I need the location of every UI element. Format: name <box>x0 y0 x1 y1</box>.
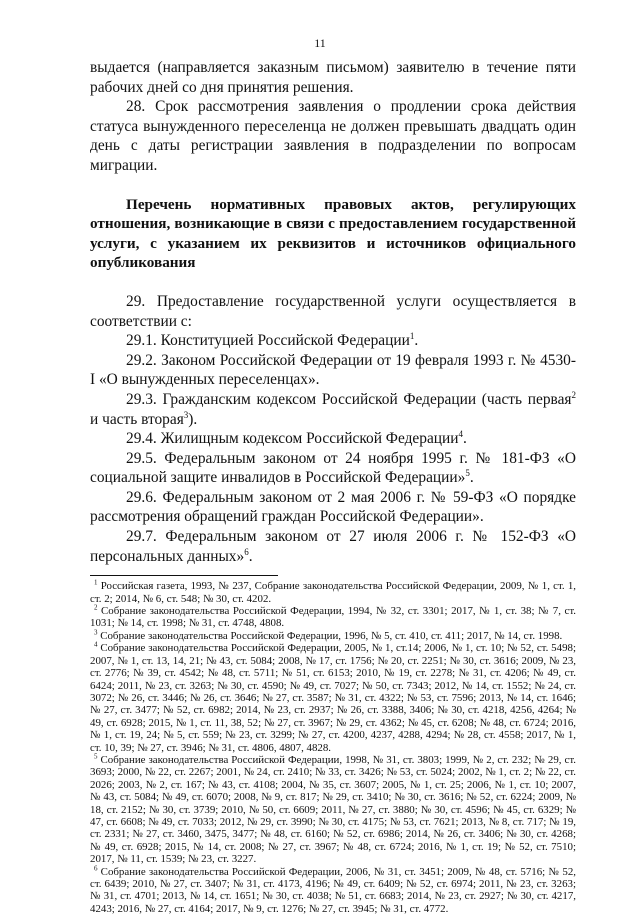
footnote-3 <box>90 630 576 642</box>
paragraph-29-4 <box>90 429 576 449</box>
footnote-1 <box>90 580 576 605</box>
paragraph-29-4-text: 29.4. Жилищным кодексом Российской Федерации <box>126 430 459 448</box>
footnote-5 <box>90 754 576 866</box>
footnote-mark: 1 <box>94 578 98 587</box>
paragraph-29-5-text: 29.5. Федеральным законом от 24 ноября 1995 г. № 181-ФЗ «О социальной защите инвалидов в Российской Федерации» <box>90 449 576 487</box>
footnote-text: Российская газета, 1993, № 237, Собрание законодательства Российской Федерации, 2009, № 1, ст. 1, ст. 2; 2014, № 6, ст. 548; № 30, ст. 4202. <box>90 580 576 605</box>
footnote-4 <box>90 642 576 754</box>
footnote-text: Собрание законодательства Российской Федерации, 2005, № 1, ст.14; 2006, № 1, ст. 10; № 52, ст. 5498; 2007, № 1, ст. 13, 14, 21; № 43, ст. 5084; 2008, № 17, ст. 1756; № 20, ст. 2251; № 30, ст. 3616; 2009, № 23, ст. 2776; № 39, ст. 4542; № 48, ст. 5711; № 51, ст. 6153; 2010, № 19, ст. 2278; № 31, ст. 4206; № 49, ст. 6424; 2011, № 23, ст. 3263; № 30, ст. 4590; № 49, ст. 7027; № 50, ст. 7343; 2012, № 14, ст. 1552; № 24, ст. 3072; № 26, ст. 3446; № 26, ст. 3646; № 27, ст. 3587; № 31, ст. 4322; № 53, ст. 7596; 2013, № 14, ст. 1646; № 27, ст. 3477; № 52, ст. 6982; 2014, № 23, ст. 2937; № 26, ст. 3388, 3406; № 30, ст. 4218, 4256, 4264; № 49, ст. 6928; 2015, № 1, ст. 11, 38, 52; № 27, ст. 3967; № 29, ст. 4362; № 45, ст. 6208; № 48, ст. 6724; 2016, № 1, ст. 19, 24; № 5, ст. 559; № 23, ст. 3299; № 27, ст. 4200, 4237, 4288, 4294; № 28, ст. 4558; 2017, № 1, ст. 10, 39; № 27, ст. 3946; № 31, ст. 4806, 4807, 4828. <box>90 642 576 754</box>
punctuation: . <box>248 547 253 565</box>
footnotes <box>90 580 576 915</box>
footnote-ref-2[interactable]: 2 <box>571 389 576 400</box>
paragraph-29-7-text: 29.7. Федеральным законом от 27 июля 2006 г. № 152-ФЗ «О персональных данных» <box>90 528 576 565</box>
document-body <box>90 58 576 915</box>
footnote-ref-6[interactable]: 6 <box>244 546 249 557</box>
footnote-text: Собрание законодательства Российской Федерации, 1994, № 32, ст. 3301; 2017, № 1, ст. 38; № 7, ст. 1031; № 14, ст. 1998; № 31, ст. 4748, 4808. <box>90 605 576 630</box>
punctuation: . <box>414 332 419 350</box>
section-heading: Перечень нормативных правовых актов, регулирующих отношения, возникающие в связи с предоставлением государственной услуги, с указанием их реквизитов и источников официального опубликования <box>90 195 576 272</box>
paragraph-29-3-text-a: 29.3. Гражданским кодексом Российской Федерации (часть первая <box>126 390 572 408</box>
paragraph-continuation: выдается (направляется заказным письмом) заявителю в течение пяти рабочих дней со дня принятия решения. <box>90 59 576 96</box>
footnote-mark: 6 <box>94 863 98 872</box>
page-number: 11 <box>314 36 326 50</box>
paragraph-28: 28. Срок рассмотрения заявления о продлении срока действия статуса вынужденного переселенца не должен превышать двадцать один день с даты регистрации заявления в подразделении по вопросам миграции. <box>90 98 576 174</box>
paragraph-29-5 <box>90 449 576 488</box>
footnote-text: Собрание законодательства Российской Федерации, 2006, № 31, ст. 3451; 2009, № 48, ст. 5716; № 52, ст. 6439; 2010, № 27, ст. 3407; № 31, ст. 4173, 4196; № 49, ст. 6409; № 52, ст. 6974; 2011, № 23, ст. 3263; № 31, ст. 4701; 2013, № 14, ст. 1651; № 30, ст. 4038; № 51, ст. 6683; 2014, № 23, ст. 2927; № 30, ст. 4217, 4243; 2016, № 27, ст. 4164; 2017, № 9, ст. 1276; № 27, ст. 3945; № 31, ст. 4772. <box>90 865 576 915</box>
paragraph-29-1-text: 29.1. Конституцией Российской Федерации <box>126 332 410 350</box>
footnote-divider <box>90 575 278 576</box>
punctuation: . <box>469 469 474 487</box>
punctuation: . <box>463 430 467 448</box>
paragraph-29-6: 29.6. Федеральным законом от 2 мая 2006 г. № 59-ФЗ «О порядке рассмотрения обращений граждан Российской Федерации». <box>90 488 576 526</box>
footnote-ref-1[interactable]: 1 <box>409 331 415 341</box>
footnote-6 <box>90 863 576 915</box>
paragraph-29-3 <box>90 390 576 429</box>
paragraph-29-3-text-b: и часть вторая <box>90 410 184 428</box>
paragraph-29-1 <box>90 331 576 351</box>
footnote-2 <box>90 605 576 630</box>
paragraph-29-2: 29.2. Законом Российской Федерации от 19 февраля 1993 г. № 4530-I «О вынужденных переселенцах». <box>90 351 576 389</box>
footnote-mark: 2 <box>94 603 98 612</box>
footnote-mark: 5 <box>94 752 98 761</box>
paragraph-29-7 <box>90 527 576 566</box>
footnote-ref-5[interactable]: 5 <box>465 468 470 479</box>
footnote-ref-4[interactable]: 4 <box>458 428 463 439</box>
paragraph-29: 29. Предоставление государственной услуги осуществляется в соответствии с: <box>90 292 576 330</box>
footnote-mark: 3 <box>94 628 98 637</box>
footnote-ref-3[interactable]: 3 <box>183 409 189 420</box>
footnote-text: Собрание законодательства Российской Федерации, 1996, № 5, ст. 410, ст. 411; 2017, № 14, ст. 1998. <box>97 629 563 642</box>
footnote-mark: 4 <box>94 640 98 649</box>
paragraph-29-3-text-c: ). <box>188 410 198 428</box>
footnote-text: Собрание законодательства Российской Федерации, 1998, № 31, ст. 3803; 1999, № 2, ст. 232; № 29, ст. 3693; 2000, № 22, ст. 2267; 2001, № 24, ст. 2410; № 33, ст. 3426; № 53, ст. 5024; 2002, № 1, ст. 2; № 22, ст. 2026; 2003, № 2, ст. 167; № 43, ст. 4108; 2004, № 35, ст. 3607; 2005, № 1, ст. 25; 2006, № 1, ст. 10; 2007, № 43, ст. 5084; № 49, ст. 6070; 2008, № 9, ст. 817; № 29, ст. 3410; № 30, ст. 3616; № 52, ст. 6224; 2009, № 18, ст. 2152; № 30, ст. 3739; 2010, № 50, ст. 6609; 2011, № 27, ст. 3880; № 30, ст. 4596; № 45, ст. 6329; № 47, ст. 6608; № 49, ст. 7033; 2012, № 29, ст. 3990; № 30, ст. 4175; № 53, ст. 7621; 2013, № 8, ст. 717; № 19, ст. 2331; № 27, ст. 3460, 3475, 3477; № 48, ст. 6160; № 52, ст. 6986; 2014, № 26, ст. 3406; № 30, ст. 4268; № 49, ст. 6928; 2015, № 14, ст. 2008; № 27, ст. 3967; № 48, ст. 6724; 2016, № 1, ст. 19; № 52, ст. 7510; 2017, № 11, ст. 1539; № 23, ст. 3227. <box>90 753 576 866</box>
